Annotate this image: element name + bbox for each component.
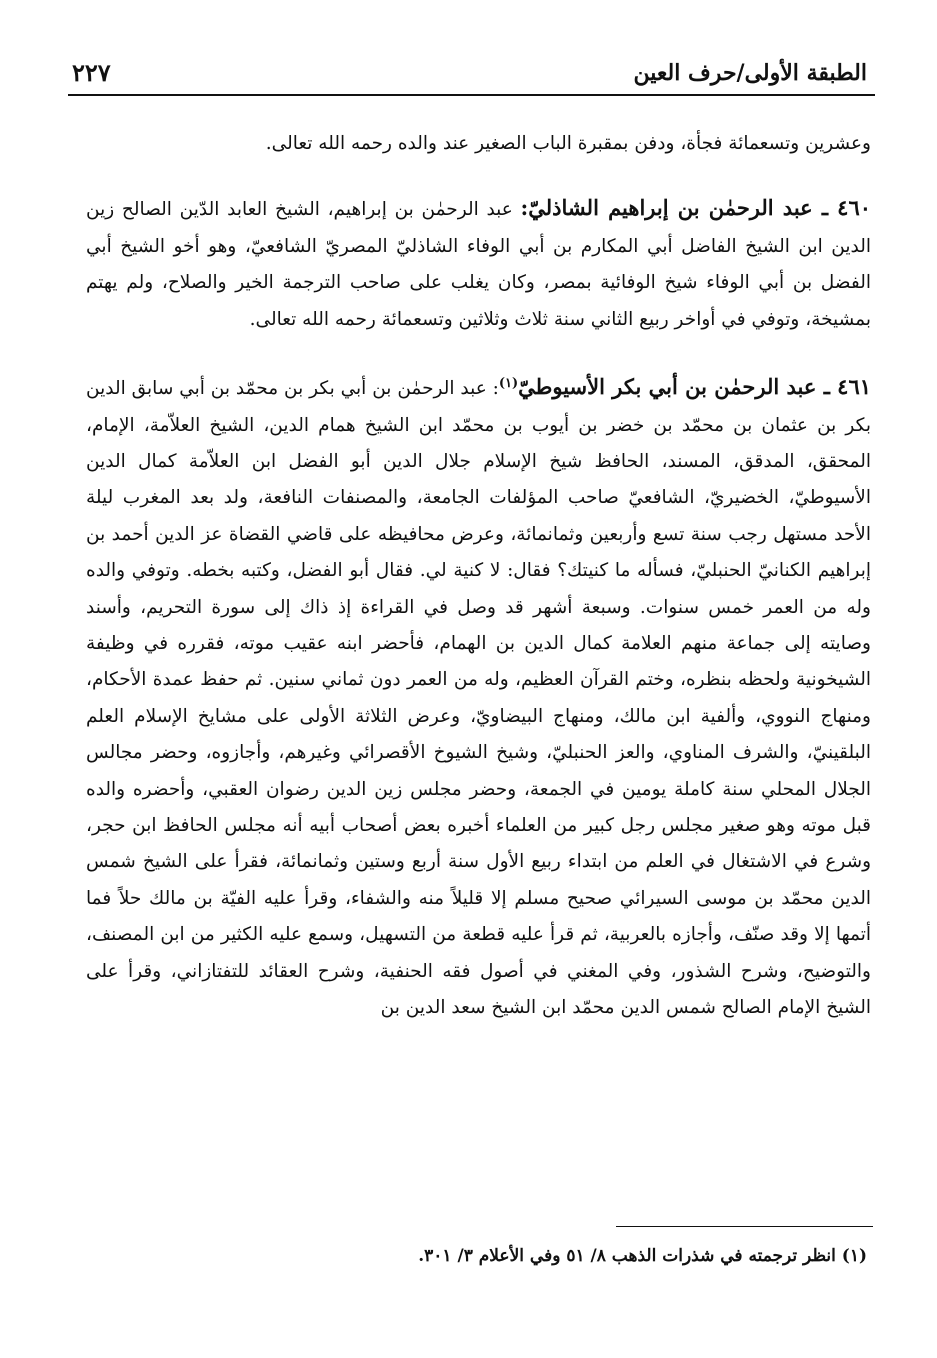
entry-461 <box>86 366 871 1026</box>
entry-text: عبد الرحمٰن بن إبراهيم، الشيخ العابد الدّين الصالح زين الدين ابن الشيخ الفاضل أبي المكارم بن أبي الوفاء الشاذليّ المصريّ الشافعيّ، وهو أخو الشيخ أبي الفضل بن أبي الوفاء شيخ الوفائية بمصر، وكان يغلب على صاحب الترجمة الخير والصلاح، ولم يهتم بمشيخة، وتوفي في أواخر ربيع الثاني سنة ثلاث وثلاثين وتسعمائة رحمه الله تعالى. <box>86 199 871 330</box>
footnote-number: (١) <box>841 1246 867 1266</box>
main-text <box>86 126 871 1027</box>
entry-heading: ٤٦٠ ـ عبد الرحمٰن بن إبراهيم الشاذليّ: <box>520 195 872 221</box>
running-head: الطبقة الأولى/حرف العين <box>633 60 867 86</box>
paragraph-gap <box>86 162 871 190</box>
footnote-text: انظر ترجمته في شذرات الذهب ٨/ ٥١ وفي الأعلام ٣/ ٣٠١. <box>418 1246 836 1266</box>
footnote-rule <box>616 1226 873 1227</box>
entry-heading: ٤٦١ ـ عبد الرحمٰن بن أبي بكر الأسيوطيّ <box>518 374 872 400</box>
footnote-marker: (١) <box>498 376 519 392</box>
paragraph-continuation <box>86 126 871 162</box>
paragraph-text: وعشرين وتسعمائة فجأة، ودفن بمقبرة الباب الصغير عند والده رحمه الله تعالى. <box>265 133 871 154</box>
footnote <box>100 1242 867 1270</box>
page-number: ٢٢٧ <box>72 58 111 87</box>
header-rule <box>68 94 875 96</box>
entry-460 <box>86 190 871 338</box>
entry-text: : عبد الرحمٰن بن أبي بكر بن محمّد بن أبي سابق الدين بكر بن عثمان بن محمّد بن خضر بن أيوب بن محمّد ابن الشيخ همام الدين، الشيخ العلاّمة، الإمام، المحقق، المدقق، المسند، الحافظ شيخ الإسلام جلال الدين أبو الفضل ابن العلاّمة كمال الدين الأسيوطيّ، الخضيريّ، الشافعيّ صاحب المؤلفات الجامعة، والمصنفات النافعة، ولد بعد المغرب ليلة الأحد مستهل رجب سنة تسع وأربعين وثمانمائة، وعرض محافيظه على قاضي القضاة عز الدين أحمد بن إبراهيم الكنانيّ الحنبليّ، فسأله ما كنيتك؟ فقال: لا كنية لي. فقال أبو الفضل، وكتبه بخطه. وتوفي والده وله من العمر خمس سنوات. وسبعة أشهر قد وصل في القراءة إذ ذاك إلى سورة التحريم، وأسند وصايته إلى جماعة منهم العلامة كمال الدين بن الهمام، فأحضر ابنه عقيب موته، فقرره في وظيفة الشيخونية ولحظه بنظره، وختم القرآن العظيم، وله من العمر دون ثماني سنين. ثم حفظ عمدة الأحكام، ومنهاج النووي، وألفية ابن مالك، ومنهاج البيضاويّ، وعرض الثلاثة الأولى على مشايخ الإسلام العلم البلقينيّ، والشرف المناوي، والعز الحنبليّ، وشيخ الشيوخ الأقصرائي وغيرهم، وأجازوه، وحضر مجالس الجلال المحلي سنة كاملة يومين في الجمعة، وحضر مجلس زين الدين رضوان العقبي، وأحضره والده قبل موته وهو صغير مجلس رجل كبير من العلماء أخبره بعض أصحاب أبيه أنه مجلس الحافظ ابن حجر، وشرع في الاشتغال في العلم من ابتداء ربيع الأول سنة أربع وستين وثمانمائة، فقرأ على الشيخ شمس الدين محمّد بن موسى السيرائي صحيح مسلم إلا قليلاً منه والشفاء، وقرأ عليه الفيّة بن مالك حلاً فما أتمها إلا وقد صنّف، وأجازه بالعربية، ثم قرأ عليه قطعة من التسهيل، وسمع عليه الكثير من ابن المصنف، والتوضيح، وشرح الشذور، وفي المغني في أصول فقه الحنفية، وشرح العقائد للتفتازاني، وقرأ على الشيخ الإمام الصالح شمس الدين محمّد ابن الشيخ سعد الدين بن <box>86 378 871 1019</box>
page-header <box>60 58 877 98</box>
paragraph-gap <box>86 338 871 366</box>
